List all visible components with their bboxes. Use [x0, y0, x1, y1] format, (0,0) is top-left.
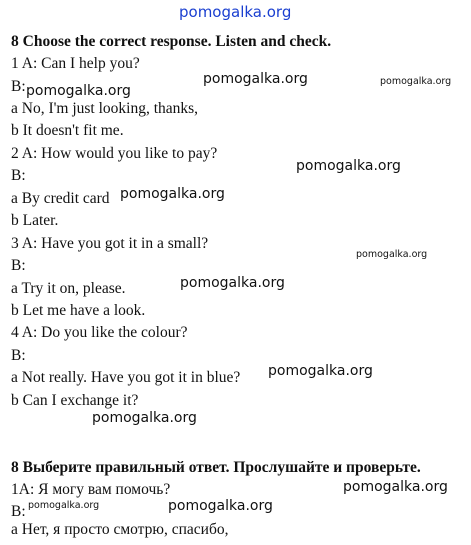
watermark: pomogalka.org: [268, 363, 373, 379]
answer-option: b It doesn't fit me.: [11, 122, 124, 139]
watermark: pomogalka.org: [180, 275, 285, 291]
answer-option: а Нет, я просто смотрю, спасибо,: [11, 521, 229, 538]
watermark: pomogalka.org: [343, 479, 448, 495]
watermark: pomogalka.org: [120, 186, 225, 202]
dialogue-line: 3 A: Have you got it in a small?: [11, 235, 209, 252]
answer-option: a Not really. Have you got it in blue?: [11, 369, 241, 386]
answer-option: b Can I exchange it?: [11, 392, 139, 409]
answer-option: b Let me have a look.: [11, 302, 146, 319]
watermark: pomogalka.org: [296, 158, 401, 174]
watermark: pomogalka.org: [168, 498, 273, 514]
dialogue-line: 1 A: Can I help you?: [11, 55, 140, 72]
dialogue-line: B:: [11, 78, 26, 95]
watermark: pomogalka.org: [26, 83, 131, 99]
watermark: pomogalka.org: [356, 249, 428, 260]
exercise-heading-en: 8 Choose the correct response. Listen and check.: [11, 33, 332, 50]
dialogue-line: 2 A: How would you like to pay?: [11, 145, 218, 162]
watermark: pomogalka.org: [92, 410, 197, 426]
watermark: pomogalka.org: [380, 76, 452, 87]
answer-option: a By credit card: [11, 190, 110, 207]
dialogue-line: B:: [11, 347, 26, 364]
dialogue-line: B:: [11, 167, 26, 184]
dialogue-line: B:: [11, 257, 26, 274]
site-watermark-header: pomogalka.org: [179, 3, 292, 21]
watermark: pomogalka.org: [28, 500, 100, 511]
dialogue-line: В:: [11, 503, 26, 520]
dialogue-line: 4 A: Do you like the colour?: [11, 324, 188, 341]
answer-option: a No, I'm just looking, thanks,: [11, 100, 199, 117]
dialogue-line: 1А: Я могу вам помочь?: [11, 481, 171, 498]
answer-option: b Later.: [11, 212, 59, 229]
exercise-heading-ru: 8 Выберите правильный ответ. Прослушайте и проверьте.: [11, 459, 421, 476]
answer-option: a Try it on, please.: [11, 280, 126, 297]
watermark: pomogalka.org: [203, 71, 308, 87]
